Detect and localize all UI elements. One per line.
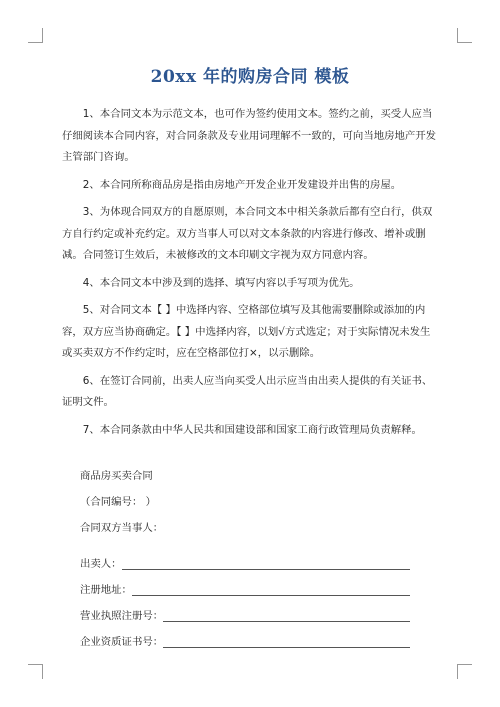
- parties-heading: 合同双方当事人：: [80, 522, 164, 534]
- address-label: 注册地址：: [80, 584, 132, 596]
- contract-fields: [80, 466, 420, 648]
- address-blank-line[interactable]: [132, 581, 410, 596]
- instructions-body: [62, 104, 438, 447]
- seller-blank-line[interactable]: [122, 555, 410, 570]
- paragraph-3: 3、为体现合同双方的自愿原则，本合同文本中相关条款后都有空白行，供双方自行约定或补充约定。双方当事人可以对文本条款的内容进行修改、增补或删减。合同签订生效后，未被修改的文本印刷文字视为双方同意内容。: [62, 206, 433, 261]
- contract-number: （合同编号： ）: [80, 496, 157, 508]
- license-label: 营业执照注册号：: [80, 610, 164, 622]
- paragraph-4: 4、本合同文本中涉及到的选择、填写内容以手写项为优先。: [82, 276, 360, 289]
- qualification-field: [80, 622, 420, 648]
- paragraph-5: 5、对合同文本【 】中选择内容、空格部位填写及其他需要删除或添加的内容，双方应当协商确定。【 】中选择内容，以划√方式选定；对于实际情况未发生或买卖双方不作约定时，应在空格部位打×，以示删除。: [62, 304, 431, 359]
- paragraph-7: 7、本合同条款由中华人民共和国建设部和国家工商行政管理局负责解释。: [82, 423, 422, 436]
- license-blank-line[interactable]: [163, 607, 410, 622]
- seller-label: 出卖人：: [80, 558, 122, 570]
- corner-mark-bottom-left: [28, 664, 43, 679]
- qualification-label: 企业资质证书号：: [80, 636, 164, 648]
- corner-mark-bottom-right: [457, 664, 472, 679]
- qualification-blank-line[interactable]: [163, 633, 410, 648]
- contract-name: 商品房买卖合同: [80, 470, 153, 482]
- corner-mark-top-left: [28, 28, 43, 43]
- paragraph-2: 2、本合同所称商品房是指由房地产开发企业开发建设并出售的房屋。: [82, 178, 402, 191]
- document-title: 20xx 年的购房合同 模板: [150, 67, 350, 87]
- corner-mark-top-right: [457, 28, 472, 43]
- paragraph-1: 1、本合同文本为示范文本，也可作为签约使用文本。签约之前，买受人应当仔细阅读本合同内容，对合同条款及专业用词理解不一致的，可向当地房地产开发主管部门咨询。: [62, 108, 437, 163]
- license-field: [80, 596, 420, 622]
- address-field: [80, 570, 420, 596]
- seller-field: [80, 544, 420, 570]
- paragraph-6: 6、在签订合同前，出卖人应当向买受人出示应当由出卖人提供的有关证书、证明文件。: [62, 374, 433, 408]
